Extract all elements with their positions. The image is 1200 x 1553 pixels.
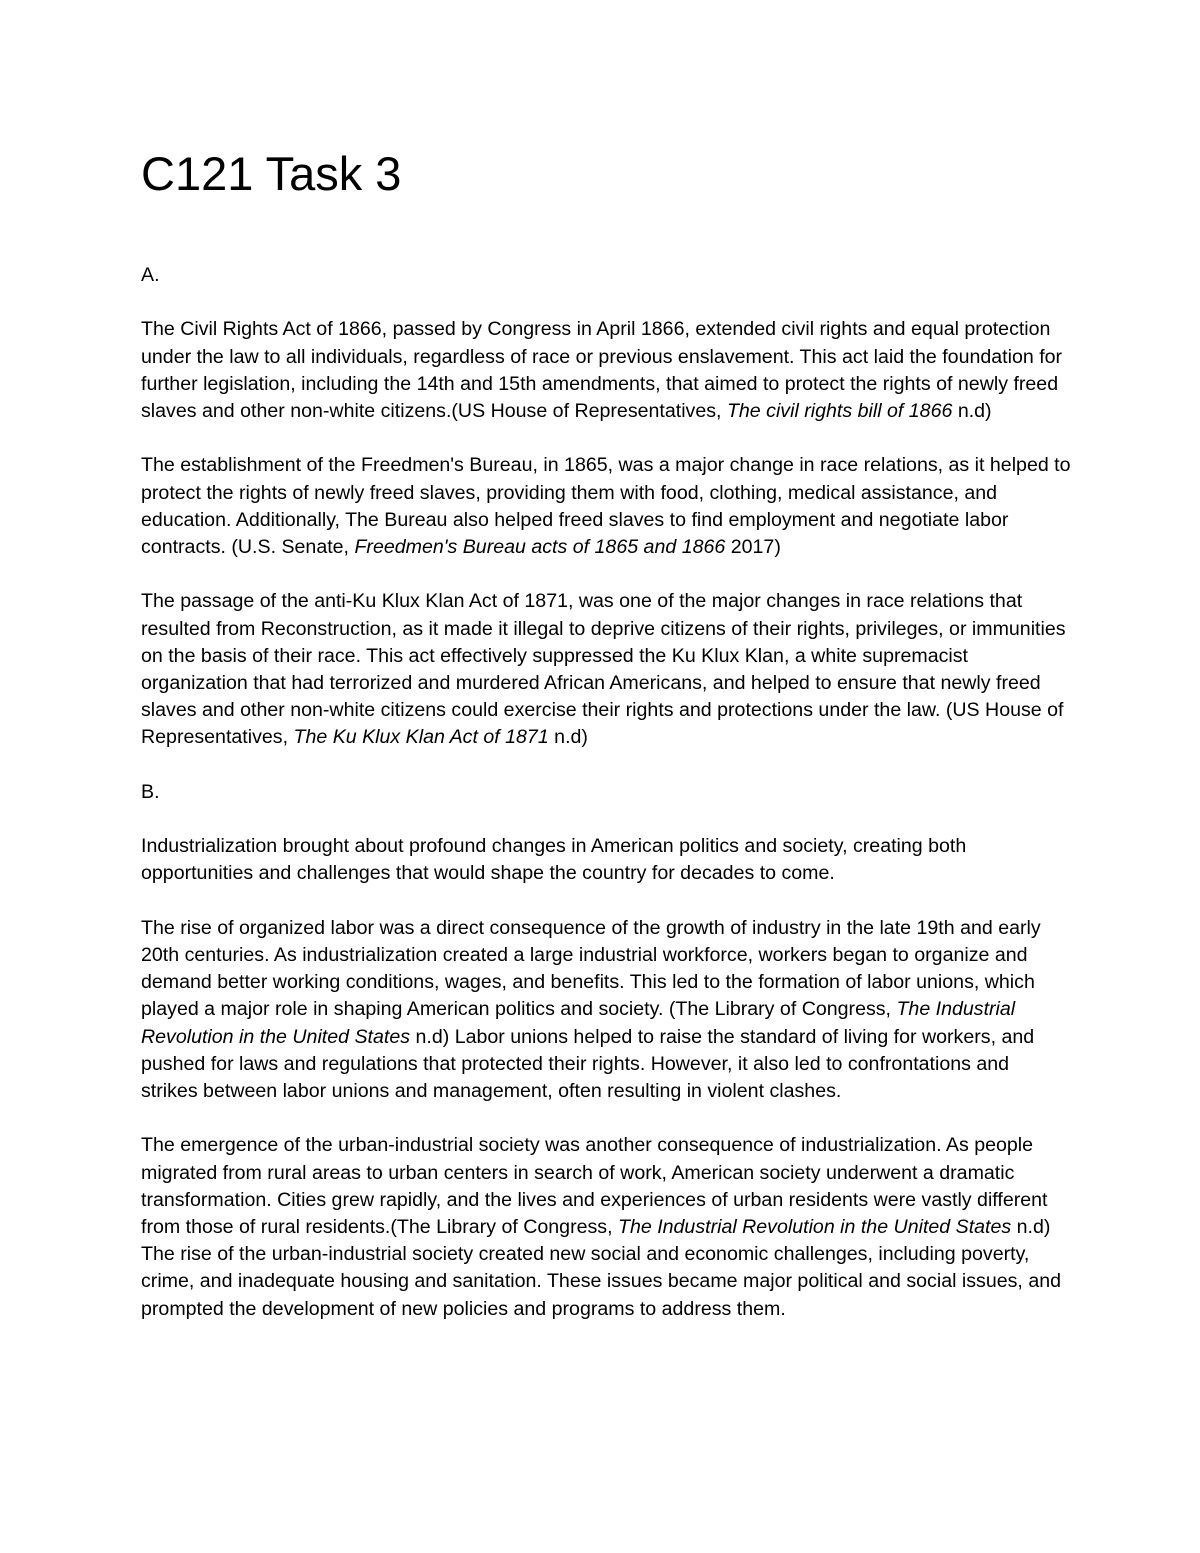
- citation-title: The Ku Klux Klan Act of 1871: [293, 726, 549, 749]
- text-run: The establishment of the Freedmen's Bureau, in 1865, was a major change in race relations, as it helped to protect the rights of newly freed slaves, providing them with food, clothing, medical assistance, and education. Additionally, The Bureau also helped freed slaves to find employment and negotiate labor contracts. (U.S. Senate,: [141, 454, 1071, 558]
- text-run: The rise of organized labor was a direct consequence of the growth of industry in the late 19th and early 20th centuries. As industrialization created a large industrial workforce, workers began to organize and demand better working conditions, wages, and benefits. This led to the formation of labor unions, which played a major role in shaping American politics and society. (The Library of Congress,: [141, 916, 1041, 1021]
- text-run: n.d): [952, 400, 992, 422]
- citation-title: The Industrial Revolution in the United States: [141, 998, 1016, 1048]
- citation-title: Freedmen's Bureau acts of 1865 and 1866: [354, 536, 726, 558]
- section-label: A.: [141, 264, 160, 286]
- text-run: Industrialization brought about profound changes in American politics and society, creating both opportunities and challenges that would shape the country for decades to come.: [141, 835, 967, 885]
- document-title: C121 Task 3: [141, 147, 402, 200]
- paragraph: [141, 452, 1071, 561]
- text-run: n.d) The rise of the urban-industrial society created new social and economic challenges, including poverty, crime, and inadequate housing and sanitation. These issues became major political and social issues, and prompted the development of new policies and programs to address them.: [141, 1216, 1062, 1320]
- citation-title: The Industrial Revolution in the United States: [617, 1216, 1012, 1238]
- text-run: The Civil Rights Act of 1866, passed by Congress in April 1866, extended civil rights and equal protection under the law to all individuals, regardless of race or previous enslavement. This act laid the foundation for further legislation, including the 14th and 15th amendments, that aimed to protect the rights of newly freed slaves and other non-white citizens.(US House of Representatives,: [141, 318, 1063, 422]
- document-page: [141, 138, 1071, 1350]
- document-body: [141, 262, 1071, 1323]
- text-run: n.d): [548, 726, 588, 749]
- paragraph: [141, 316, 1071, 425]
- text-run: The passage of the anti-Ku Klux Klan Act of 1871, was one of the major changes in race relations that resulted from Reconstruction, as it made it illegal to deprive citizens of their rights, privileges, or immunities on the basis of their race. This act effectively suppressed the Ku Klux Klan, a white supremacist organization that had terrorized and murdered African Americans, and helped to ensure that newly freed slaves and other non-white citizens could exercise their rights and protections under the law. (US House of Representatives,: [141, 590, 1066, 749]
- citation-title: The civil rights bill of 1866: [726, 400, 953, 422]
- text-run: n.d) Labor unions helped to raise the standard of living for workers, and pushed for laws and regulations that protected their rights. However, it also led to confrontations and strikes between labor unions and management, often resulting in violent clashes.: [141, 1025, 1035, 1102]
- paragraph: [141, 915, 1071, 1105]
- text-run: 2017): [725, 536, 781, 558]
- text-run: The emergence of the urban-industrial society was another consequence of industrialization. As people migrated from rural areas to urban centers in search of work, American society underwent a dramatic transformation. Cities grew rapidly, and the lives and experiences of urban residents were vastly different from those of rural residents.(The Library of Congress,: [141, 1134, 1048, 1238]
- paragraph: [141, 588, 1071, 751]
- paragraph: [141, 1132, 1071, 1322]
- section-label: B.: [141, 780, 160, 803]
- paragraph: [141, 833, 1071, 887]
